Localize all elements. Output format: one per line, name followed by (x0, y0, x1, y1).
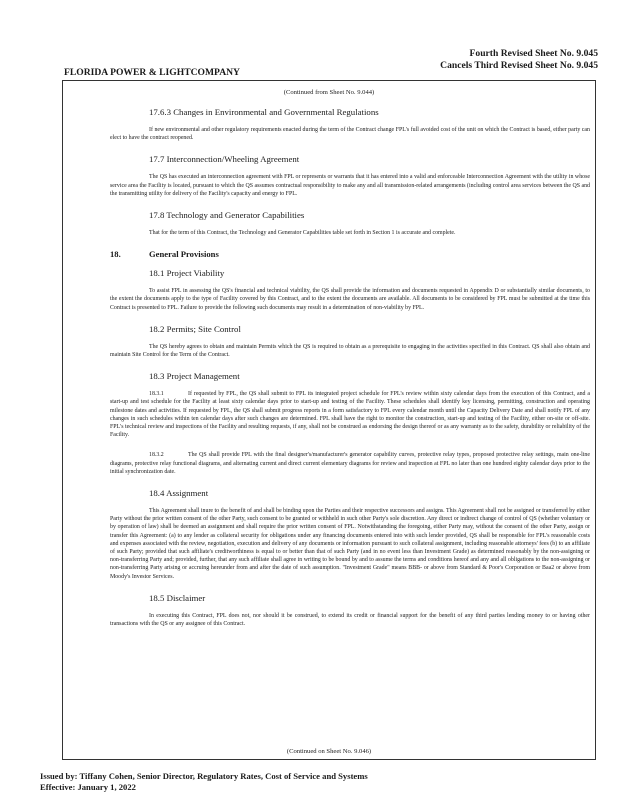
effective-date: Effective: January 1, 2022 (40, 782, 136, 792)
section-17-6-3-title: 17.6.3 Changes in Environmental and Governmental Regulations (149, 107, 379, 117)
section-17-7-title: 17.7 Interconnection/Wheeling Agreement (149, 154, 300, 165)
continued-on: (Continued on Sheet No. 9.046) (286, 748, 372, 755)
section-18-number: 18. (110, 249, 121, 260)
section-18-1-text: To assist FPL in assessing the QS's financial and technical viability, the QS shall provide the information and documents requested in Appendix D or substantially similar documents, to the extent the documents apply to the type of Facility covered by this Contract, and to the extent the documents are available. All documents to be considered by FPL must be submitted at the time this Contract is presented to FPL. Failure to provide the following such documents may result in a determination of non-viability by FPL. (110, 288, 590, 311)
section-18-title: General Provisions (149, 249, 219, 260)
sheet-revision: Fourth Revised Sheet No. 9.045 (469, 48, 598, 59)
section-18-4-text: This Agreement shall inure to the benefit of and shall be binding upon the Parties and their respective successors and assigns. This Agreement shall not be assigned or transferred by either Party without the prior written consent of the other Party, such consent to be granted or withheld in such other Party's sole discretion. Any direct or indirect change of control of QS (whether voluntary or by operation of law) shall be deemed an assignment and shall require the prior written consent of FPL. Notwithstanding the foregoing, either Party may, without the consent of the other Party, assign or transfer this Agreement: (a) to any lender as collateral security for obligations under any financing documents entered into with such lender provided, QS shall be responsible for FPL's reasonable costs and expenses associated with the review, negotiation, execution and delivery of any documents or information pursuant to such collateral assignment, including reasonable attorneys' fees (b) to an affiliate of such Party; provided that such affiliate's creditworthiness is equal to or better than that of such Party (and in no event less than Investment Grade) as determined reasonably by the non-assigning or non-transferring Party and; provided, further, that any such affiliate shall agree in writing to be bound by and to assume the terms and conditions hereof and any and all obligations to the non-assigning or non-transferring Party arising or accruing hereunder from and after the date of such assumption. "Investment Grade" means BBB- or above from Standard & Poor's Corporation or Baa2 or above from Moody's Investor Services. (110, 508, 590, 580)
cancels-sheet: Cancels Third Revised Sheet No. 9.045 (440, 59, 598, 71)
section-18-2-text: The QS hereby agrees to obtain and maintain Permits which the QS is required to obtain as a prerequisite to engaging in the activities specified in this Contract. QS shall also obtain and maintain Site Control for the Term of the Contract. (110, 343, 590, 359)
company-name: FLORIDA POWER & LIGHTCOMPANY (64, 67, 240, 78)
continued-from: (Continued from Sheet No. 9.044) (283, 89, 375, 96)
section-18-3-1-number: 18.3.1 (149, 391, 164, 398)
sheet-body (110, 107, 590, 640)
section-18-5-title: 18.5 Disclaimer (149, 592, 206, 603)
section-18-2-title: 18.2 Permits; Site Control (149, 323, 241, 334)
section-17-7-text: The QS has executed an interconnection agreement with FPL or represents or warrants that it has entered into a valid and enforceable Interconnection Agreement with the utility in whose service area the Facility is located, pursuant to which the QS assumes contractual responsibility to make any and all transmission-related arrangements (including control area services between the QS and the transmitting utility for delivery of the Facility's capacity and energy to FPL. (110, 174, 590, 197)
section-18-heading (110, 249, 590, 259)
section-17-6-3-text: If new environmental and other regulatory requirements enacted during the term of the Contract change FPL's full avoided cost of the unit on which the Contract is based, either party can elect to have the contract reopened. (110, 127, 590, 142)
section-18-4-title: 18.4 Assignment (149, 488, 209, 499)
issued-by: Issued by: Tiffany Cohen, Senior Director, Regulatory Rates, Cost of Service and Systems (40, 771, 368, 781)
section-18-3-2-text: The QS shall provide FPL with the final designer's/manufacturer's generator capability curves, protective relay types, proposed protective relay settings, main one-line diagrams, protective relay functional diagrams, and alternating current and direct current elementary diagrams for review and inspection at FPL no later than one hundred eighty calendar days prior to the initial synchronization date. (110, 452, 590, 475)
section-18-5-text: In executing this Contract, FPL does not, nor should it be construed, to extend its credit or financial support for the benefit of any third parties lending money to or having other transactions with the QS or any assignee of this Contract. (110, 612, 590, 628)
issuance-footer (40, 771, 368, 793)
section-17-8-title: 17.8 Technology and Generator Capabilities (149, 210, 305, 221)
section-18-1-title: 18.1 Project Viability (149, 268, 225, 279)
section-18-3-2-paragraph (110, 451, 590, 476)
section-18-3-title: 18.3 Project Management (149, 371, 240, 382)
sheet-header (440, 48, 598, 71)
section-18-3-2-number: 18.3.2 (149, 452, 164, 459)
tariff-sheet-frame (62, 80, 596, 760)
section-18-3-1-paragraph (110, 390, 590, 439)
section-17-8-text: That for the term of this Contract, the Technology and Generator Capabilities table set forth in Section 1 is accurate and complete. (149, 230, 456, 237)
section-18-3-1-text: If requested by FPL, the QS shall submit to FPL its integrated project schedule for FPL's review within sixty calendar days from the execution of this Contract, and a start-up and test schedule for the Facility at least sixty calendar days prior to start-up and testing of the Facility. These schedules shall identify key licensing, permitting, construction and operating milestone dates and activities. If requested by FPL, the QS shall submit progress reports in a form satisfactory to FPL every calendar month until the Capacity Delivery Date and shall notify FPL of any changes in such schedules within ten calendar days after such changes are determined. FPL shall have the right to monitor the construction, start-up and testing of the Facility, either on-site or off-site. FPL's technical review and inspections of the Facility and resulting requests, if any, shall not be construed as endorsing the design thereof or as any warranty as to the safety, durability or reliability of the Facility. (110, 391, 590, 439)
